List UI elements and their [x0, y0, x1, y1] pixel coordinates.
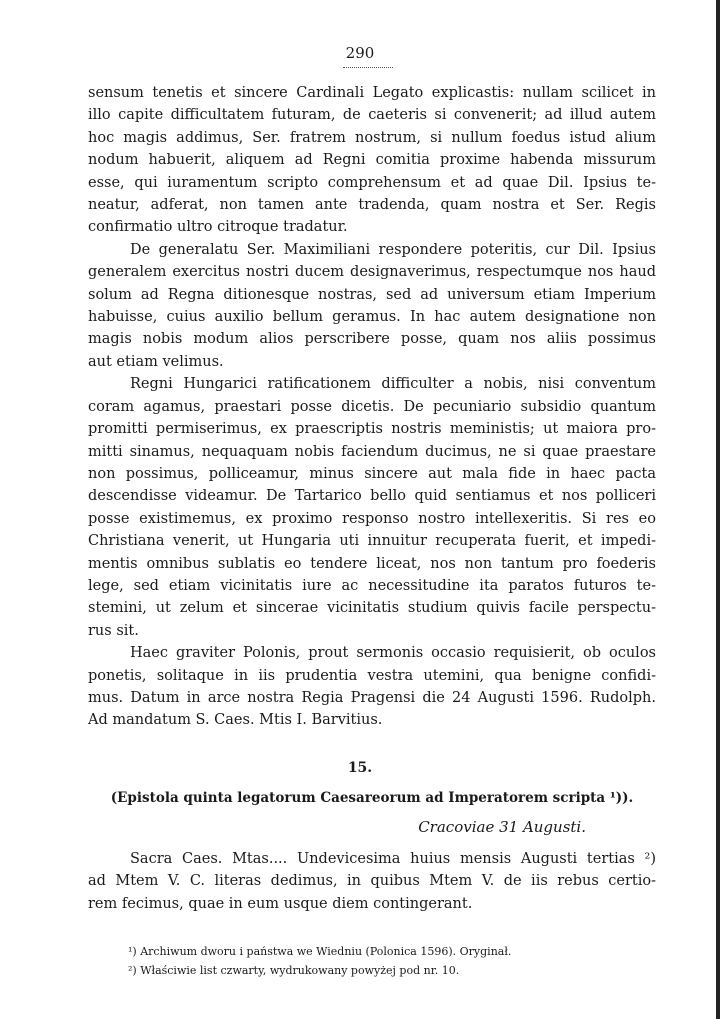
paragraph-2: [88, 239, 656, 373]
text-line: descendisse videamur. De Tartarico bello quid sentiamus et nos polliceri: [88, 488, 656, 505]
letter-place-date: Cracoviae 31 Augusti.: [418, 818, 586, 836]
text-line: mus. Datum in arce nostra Regia Pragensi die 24 Augusti 1596. Rudolph.: [88, 689, 656, 706]
footnote-2: ²) Właściwie list czwarty, wydrukowany powyżej pod nr. 10.: [128, 964, 460, 977]
text-line: coram agamus, praestari posse dicetis. De pecuniario subsidio quantum: [88, 398, 656, 415]
page-number: 290: [345, 44, 375, 62]
letter-text: [88, 848, 656, 915]
text-line: ad Mtem V. C. literas dedimus, in quibus Mtem V. de iis rebus certio-: [88, 873, 656, 890]
text-line: nodum habuerit, aliquem ad Regni comitia proxime habenda missurum: [88, 152, 656, 169]
text-line: Sacra Caes. Mtas.... Undevicesima huius mensis Augusti tertias ²): [130, 851, 656, 867]
text-line: stemini, ut zelum et sincerae vicinitatis studium quivis facile perspectu-: [88, 600, 656, 617]
text-line: rus sit.: [88, 622, 139, 639]
paragraph-4: [88, 642, 656, 732]
text-line: Christiana venerit, ut Hungaria uti innuitur recuperata fuerit, et impedi-: [88, 533, 656, 550]
text-line: Regni Hungarici ratificationem difficulter a nobis, nisi conventum: [130, 376, 656, 393]
scan-edge: [716, 0, 720, 1019]
text-line: rem fecimus, quae in eum usque diem contingerant.: [88, 895, 473, 912]
text-line: De generalatu Ser. Maximiliani respondere poteritis, cur Dil. Ipsius: [130, 241, 656, 258]
text-line: promitti permiserimus, ex praescriptis nostris meministis; ut maiora pro-: [88, 421, 656, 438]
text-line: magis nobis modum alios perscribere posse, quam nos aliis possimus: [88, 331, 656, 348]
letter-title: (Epistola quinta legatorum Caesareorum ad Imperatorem scripta ¹)).: [110, 790, 634, 806]
text-line: Haec graviter Polonis, prout sermonis occasio requisierit, ob oculos: [130, 645, 656, 662]
paragraph-1: [88, 82, 656, 239]
main-text: [88, 82, 656, 732]
text-line: non possimus, polliceamur, minus sincere aut mala fide in haec pacta: [88, 465, 656, 482]
text-line: posse existimemus, ex proximo responso nostro intellexeritis. Si res eo: [88, 510, 656, 527]
text-line: sensum tenetis et sincere Cardinali Legato explicastis: nullam scilicet in: [88, 85, 656, 101]
footnotes: [128, 942, 648, 980]
text-line: generalem exercitus nostri ducem designaverimus, respectumque nos haud: [88, 264, 656, 281]
page-number-rule: [343, 67, 393, 68]
text-line: habuisse, cuius auxilio bellum geramus. In hac autem designatione non: [88, 309, 656, 326]
text-line: solum ad Regna ditionesque nostras, sed ad universum etiam Imperium: [88, 286, 656, 303]
text-line: aut etiam velimus.: [88, 353, 224, 370]
text-line: illo capite difficultatem futuram, de caeteris si convenerit; ad illud autem: [88, 107, 656, 124]
paragraph-3: [88, 373, 656, 642]
footnote-1: ¹) Archiwum dworu i państwa we Wiedniu (Polonica 1596). Oryginał.: [128, 945, 512, 958]
text-line: lege, sed etiam vicinitatis iure ac necessitudine ita paratos futuros te-: [88, 577, 656, 594]
text-line: Ad mandatum S. Caes. Mtis I. Barvitius.: [88, 712, 383, 729]
letter-number: 15.: [347, 760, 373, 776]
text-line: esse, qui iuramentum scripto comprehensum et ad quae Dil. Ipsius te-: [88, 174, 656, 191]
text-line: confirmatio ultro citroque tradatur.: [88, 219, 348, 236]
text-line: neatur, adferat, non tamen ante tradenda, quam nostra et Ser. Regis: [88, 197, 656, 214]
text-line: hoc magis addimus, Ser. fratrem nostrum, si nullum foedus istud alium: [88, 129, 656, 146]
text-line: ponetis, solitaque in iis prudentia vestra utemini, qua benigne confidi-: [88, 667, 656, 684]
text-line: mitti sinamus, nequaquam nobis faciendum ducimus, ne si quae praestare: [88, 443, 656, 460]
text-line: mentis omnibus sublatis eo tendere liceat, nos non tantum pro foederis: [88, 555, 656, 572]
